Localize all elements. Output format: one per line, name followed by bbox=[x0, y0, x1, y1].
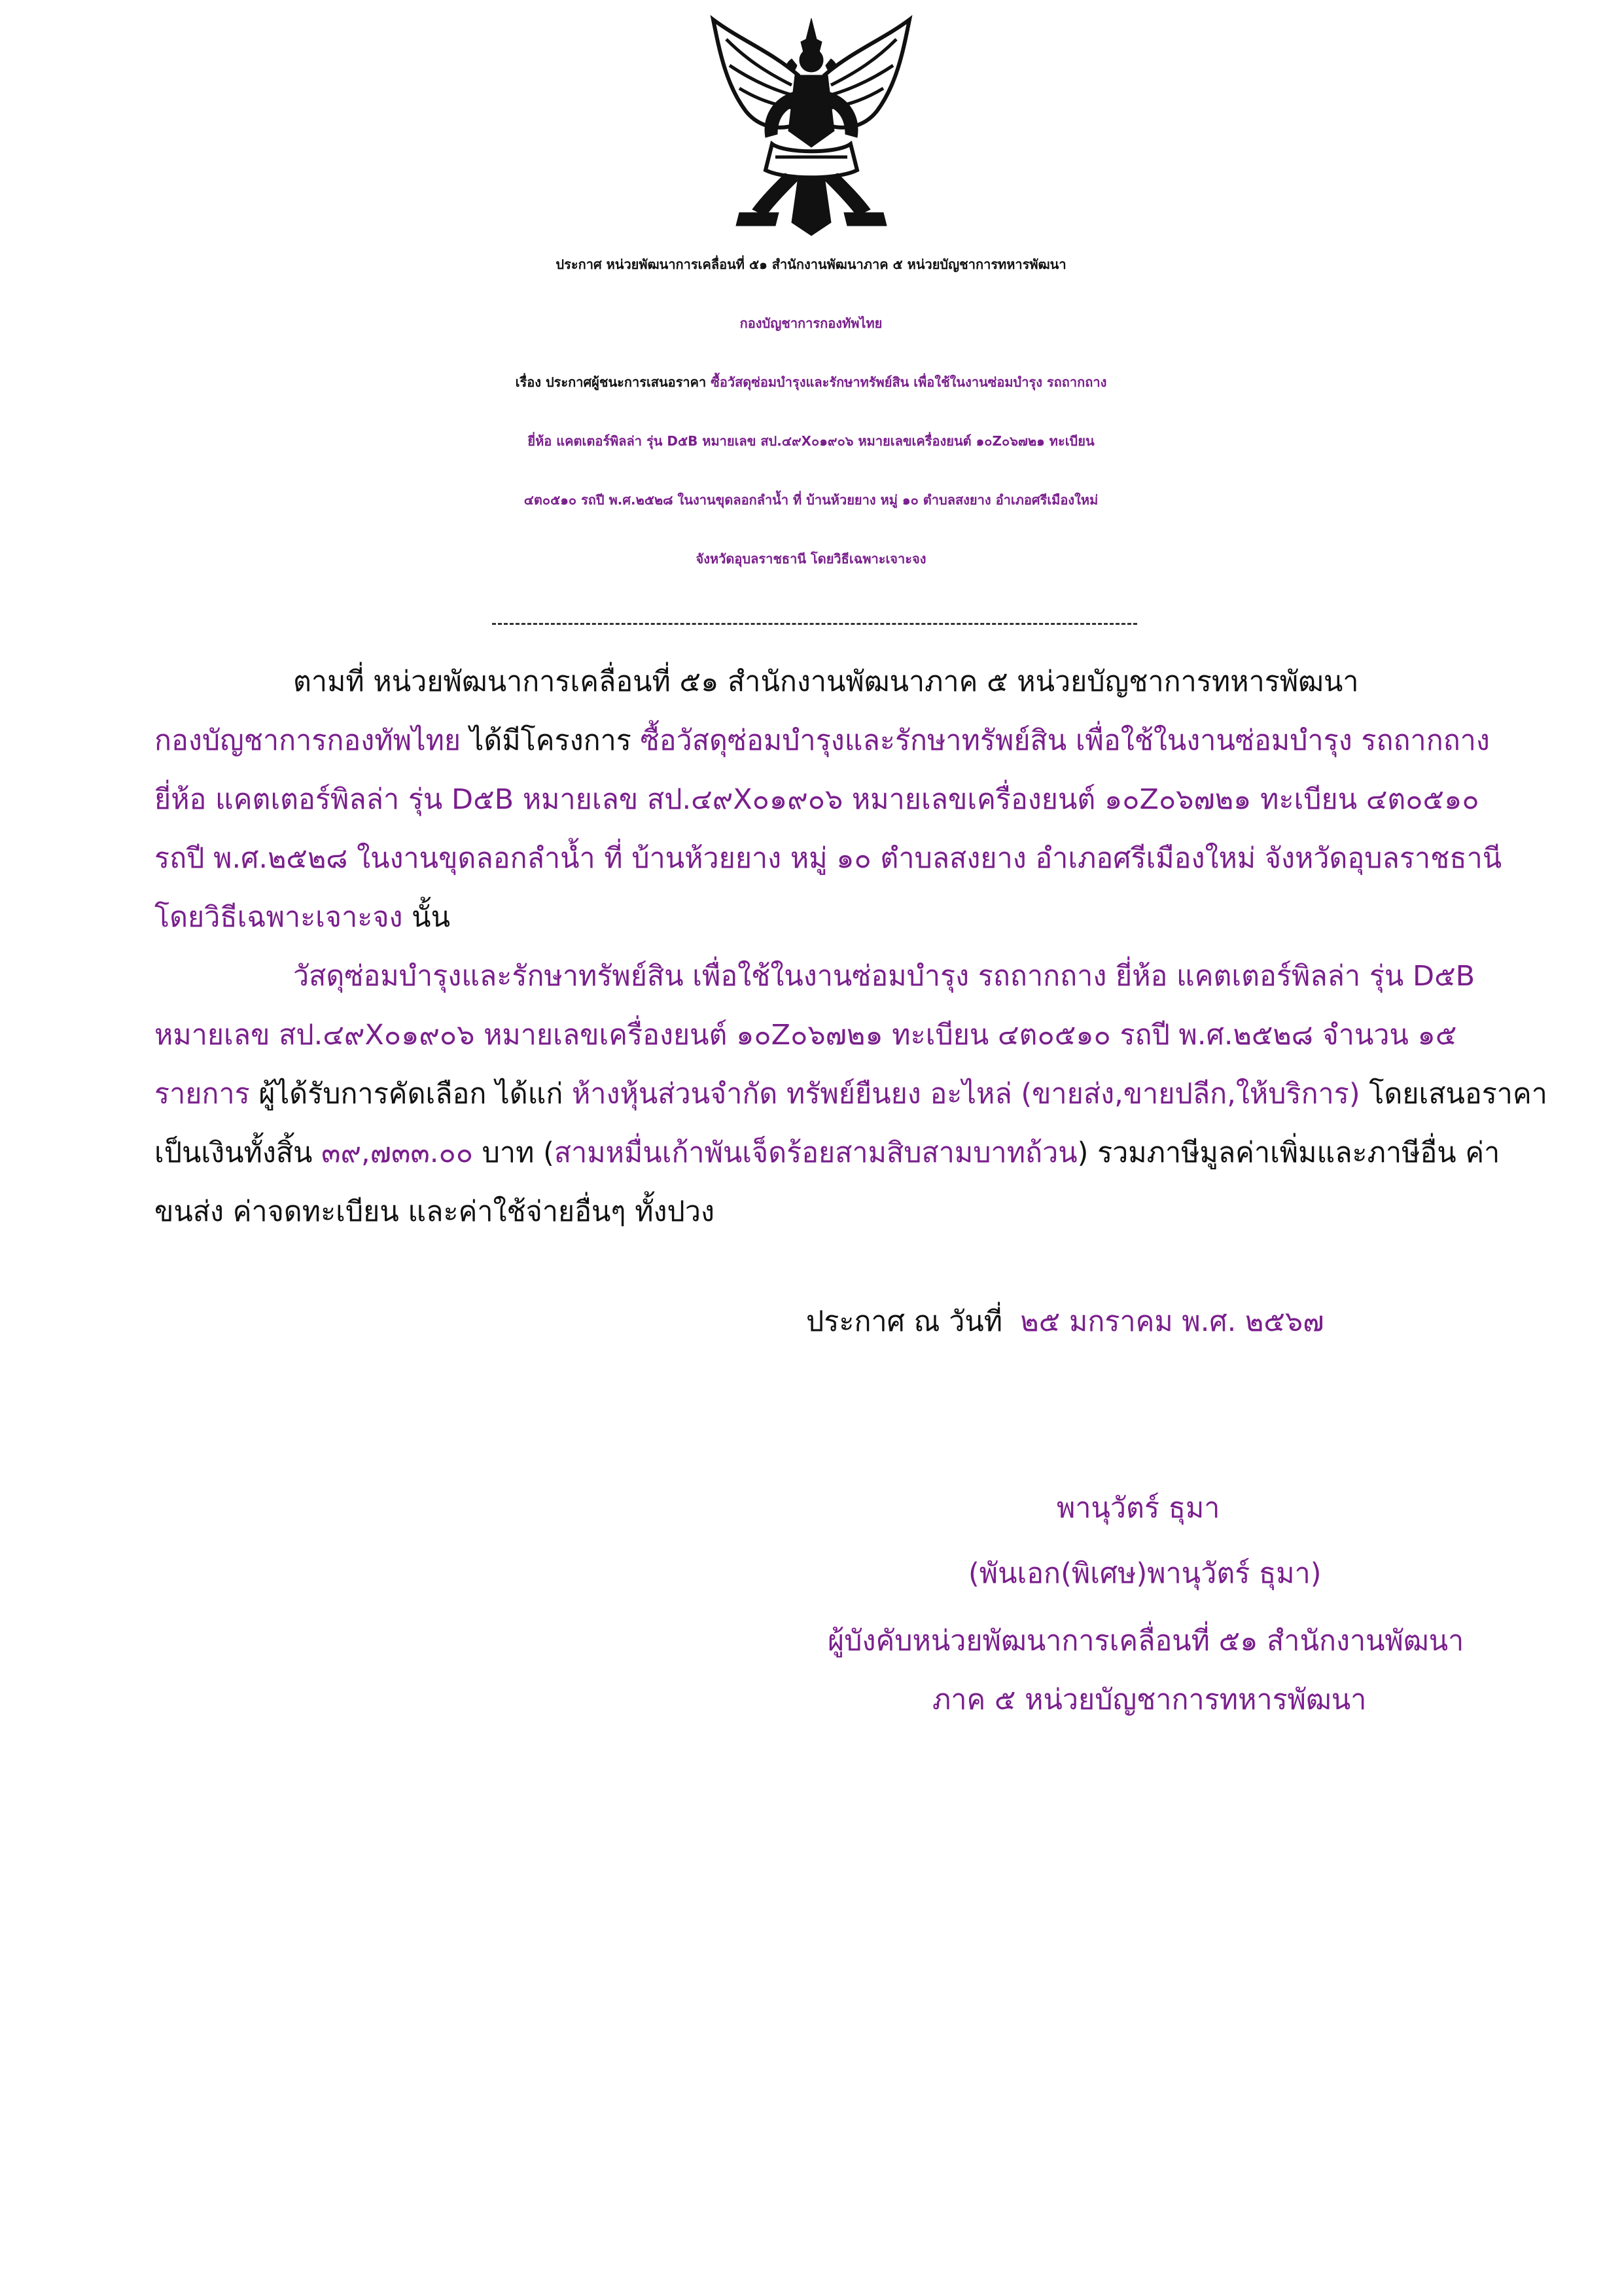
project-intro: ได้มีโครงการ bbox=[461, 724, 641, 757]
winner-name: ห้างหุ้นส่วนจำกัด ทรัพย์ยืนยง อะไหล่ (ขายส่ง,ขายปลีก,ให้บริการ) bbox=[572, 1078, 1360, 1110]
para2-line-5: ขนส่ง ค่าจดทะเบียน และค่าใช้จ่ายอื่นๆ ทั้งปวง bbox=[154, 1195, 714, 1228]
para2-line-2: หมายเลข สป.๔๙X๐๑๙๐๖ หมายเลขเครื่องยนต์ ๑๐Z๐๖๗๒๑ ทะเบียน ๔ต๐๕๑๐ รถปี พ.ศ.๒๕๒๘ จำนวน ๑๕ bbox=[154, 1019, 1457, 1051]
tax-note: ) รวมภาษีมูลค่าเพิ่มและภาษีอื่น ค่า bbox=[1077, 1137, 1500, 1169]
currency-label: บาท ( bbox=[472, 1137, 554, 1169]
para1-end: นั้น bbox=[402, 901, 450, 934]
procurement-method: โดยวิธีเฉพาะเจาะจง bbox=[154, 901, 403, 934]
signature-full-name: (พันเอก(พิเศษ)พานุวัตร์ ธุมา) bbox=[968, 1557, 1322, 1590]
para1-line-2 bbox=[154, 721, 1490, 760]
project-name: ซื้อวัสดุซ่อมบำรุงและรักษาทรัพย์สิน เพื่อใช้ในงานซ่อมบำรุง รถถากถาง bbox=[640, 724, 1490, 757]
para1-line-5 bbox=[154, 898, 450, 937]
divider bbox=[492, 623, 1137, 625]
date-value: ๒๕ มกราคม พ.ศ. ๒๕๖๗ bbox=[1020, 1305, 1324, 1338]
items-unit: รายการ bbox=[154, 1078, 250, 1110]
agency-name: กองบัญชาการกองทัพไทย bbox=[154, 724, 461, 757]
para2-line-4 bbox=[154, 1133, 1500, 1173]
para2-line-3 bbox=[154, 1074, 1547, 1114]
para1-line-4: รถปี พ.ศ.๒๕๒๘ ในงานขุดลอกลำน้ำ ที่ บ้านห้วยยาง หมู่ ๑๐ ตำบลสงยาง อำเภอศรีเมืองใหม่ จังหวัดอุบลราชธานี bbox=[154, 842, 1502, 875]
amount-in-words: สามหมื่นเก้าพันเจ็ดร้อยสามสิบสามบาทถ้วน bbox=[554, 1137, 1078, 1169]
signature-position-1: ผู้บังคับหน่วยพัฒนาการเคลื่อนที่ ๕๑ สำนักงานพัฒนา bbox=[828, 1625, 1464, 1657]
para1-line-3: ยี่ห้อ แคตเตอร์พิลล่า รุ่น D๕B หมายเลข สป.๔๙X๐๑๙๐๖ หมายเลขเครื่องยนต์ ๑๐Z๐๖๗๒๑ ทะเบียน ๔ต๐๕๑๐ bbox=[154, 783, 1479, 816]
total-label: เป็นเงินทั้งสิ้น bbox=[154, 1137, 322, 1169]
date-label: ประกาศ ณ วันที่ bbox=[806, 1305, 1003, 1338]
heading-line-1: ประกาศ หน่วยพัฒนาการเคลื่อนที่ ๕๑ สำนักงานพัฒนาภาค ๕ หน่วยบัญชาการทหารพัฒนา bbox=[555, 256, 1067, 272]
heading-line-3 bbox=[0, 362, 1622, 402]
heading-line-2: กองบัญชาการกองทัพไทย bbox=[739, 315, 883, 331]
heading-subject-label: เรื่อง ประกาศผู้ชนะการเสนอราคา bbox=[515, 374, 707, 390]
price-intro: โดยเสนอราคา bbox=[1360, 1078, 1547, 1110]
heading-subject: ซื้อวัสดุซ่อมบำรุงและรักษาทรัพย์สิน เพื่อใช้ในงานซ่อมบำรุง รถถากถาง bbox=[711, 374, 1107, 390]
total-amount: ๓๙,๗๓๓.๐๐ bbox=[321, 1137, 473, 1169]
garuda-emblem bbox=[700, 13, 923, 239]
signature-name: พานุวัตร์ ธุมา bbox=[1057, 1492, 1220, 1525]
signature-position-2: ภาค ๕ หน่วยบัญชาการทหารพัฒนา bbox=[932, 1684, 1367, 1716]
announcement-date bbox=[806, 1302, 1324, 1341]
winner-intro: ผู้ได้รับการคัดเลือก ได้แก่ bbox=[249, 1078, 573, 1110]
heading-line-4: ยี่ห้อ แคตเตอร์พิลล่า รุ่น D๕B หมายเลข สป.๔๙X๐๑๙๐๖ หมายเลขเครื่องยนต์ ๑๐Z๐๖๗๒๑ ทะเบียน bbox=[527, 433, 1095, 449]
para2-line-1: วัสดุซ่อมบำรุงและรักษาทรัพย์สิน เพื่อใช้ในงานซ่อมบำรุง รถถากถาง ยี่ห้อ แคตเตอร์พิลล่า รุ่น D๕B bbox=[293, 960, 1475, 993]
heading-line-6: จังหวัดอุบลราชธานี โดยวิธีเฉพาะเจาะจง bbox=[696, 551, 926, 567]
heading-line-5: ๔ต๐๕๑๐ รถปี พ.ศ.๒๕๒๘ ในงานขุดลอกลำน้ำ ที่ บ้านห้วยยาง หมู่ ๑๐ ตำบลสงยาง อำเภอศรีเมืองใหม่ bbox=[523, 492, 1099, 508]
para1-line-1: ตามที่ หน่วยพัฒนาการเคลื่อนที่ ๕๑ สำนักงานพัฒนาภาค ๕ หน่วยบัญชาการทหารพัฒนา bbox=[293, 665, 1359, 698]
